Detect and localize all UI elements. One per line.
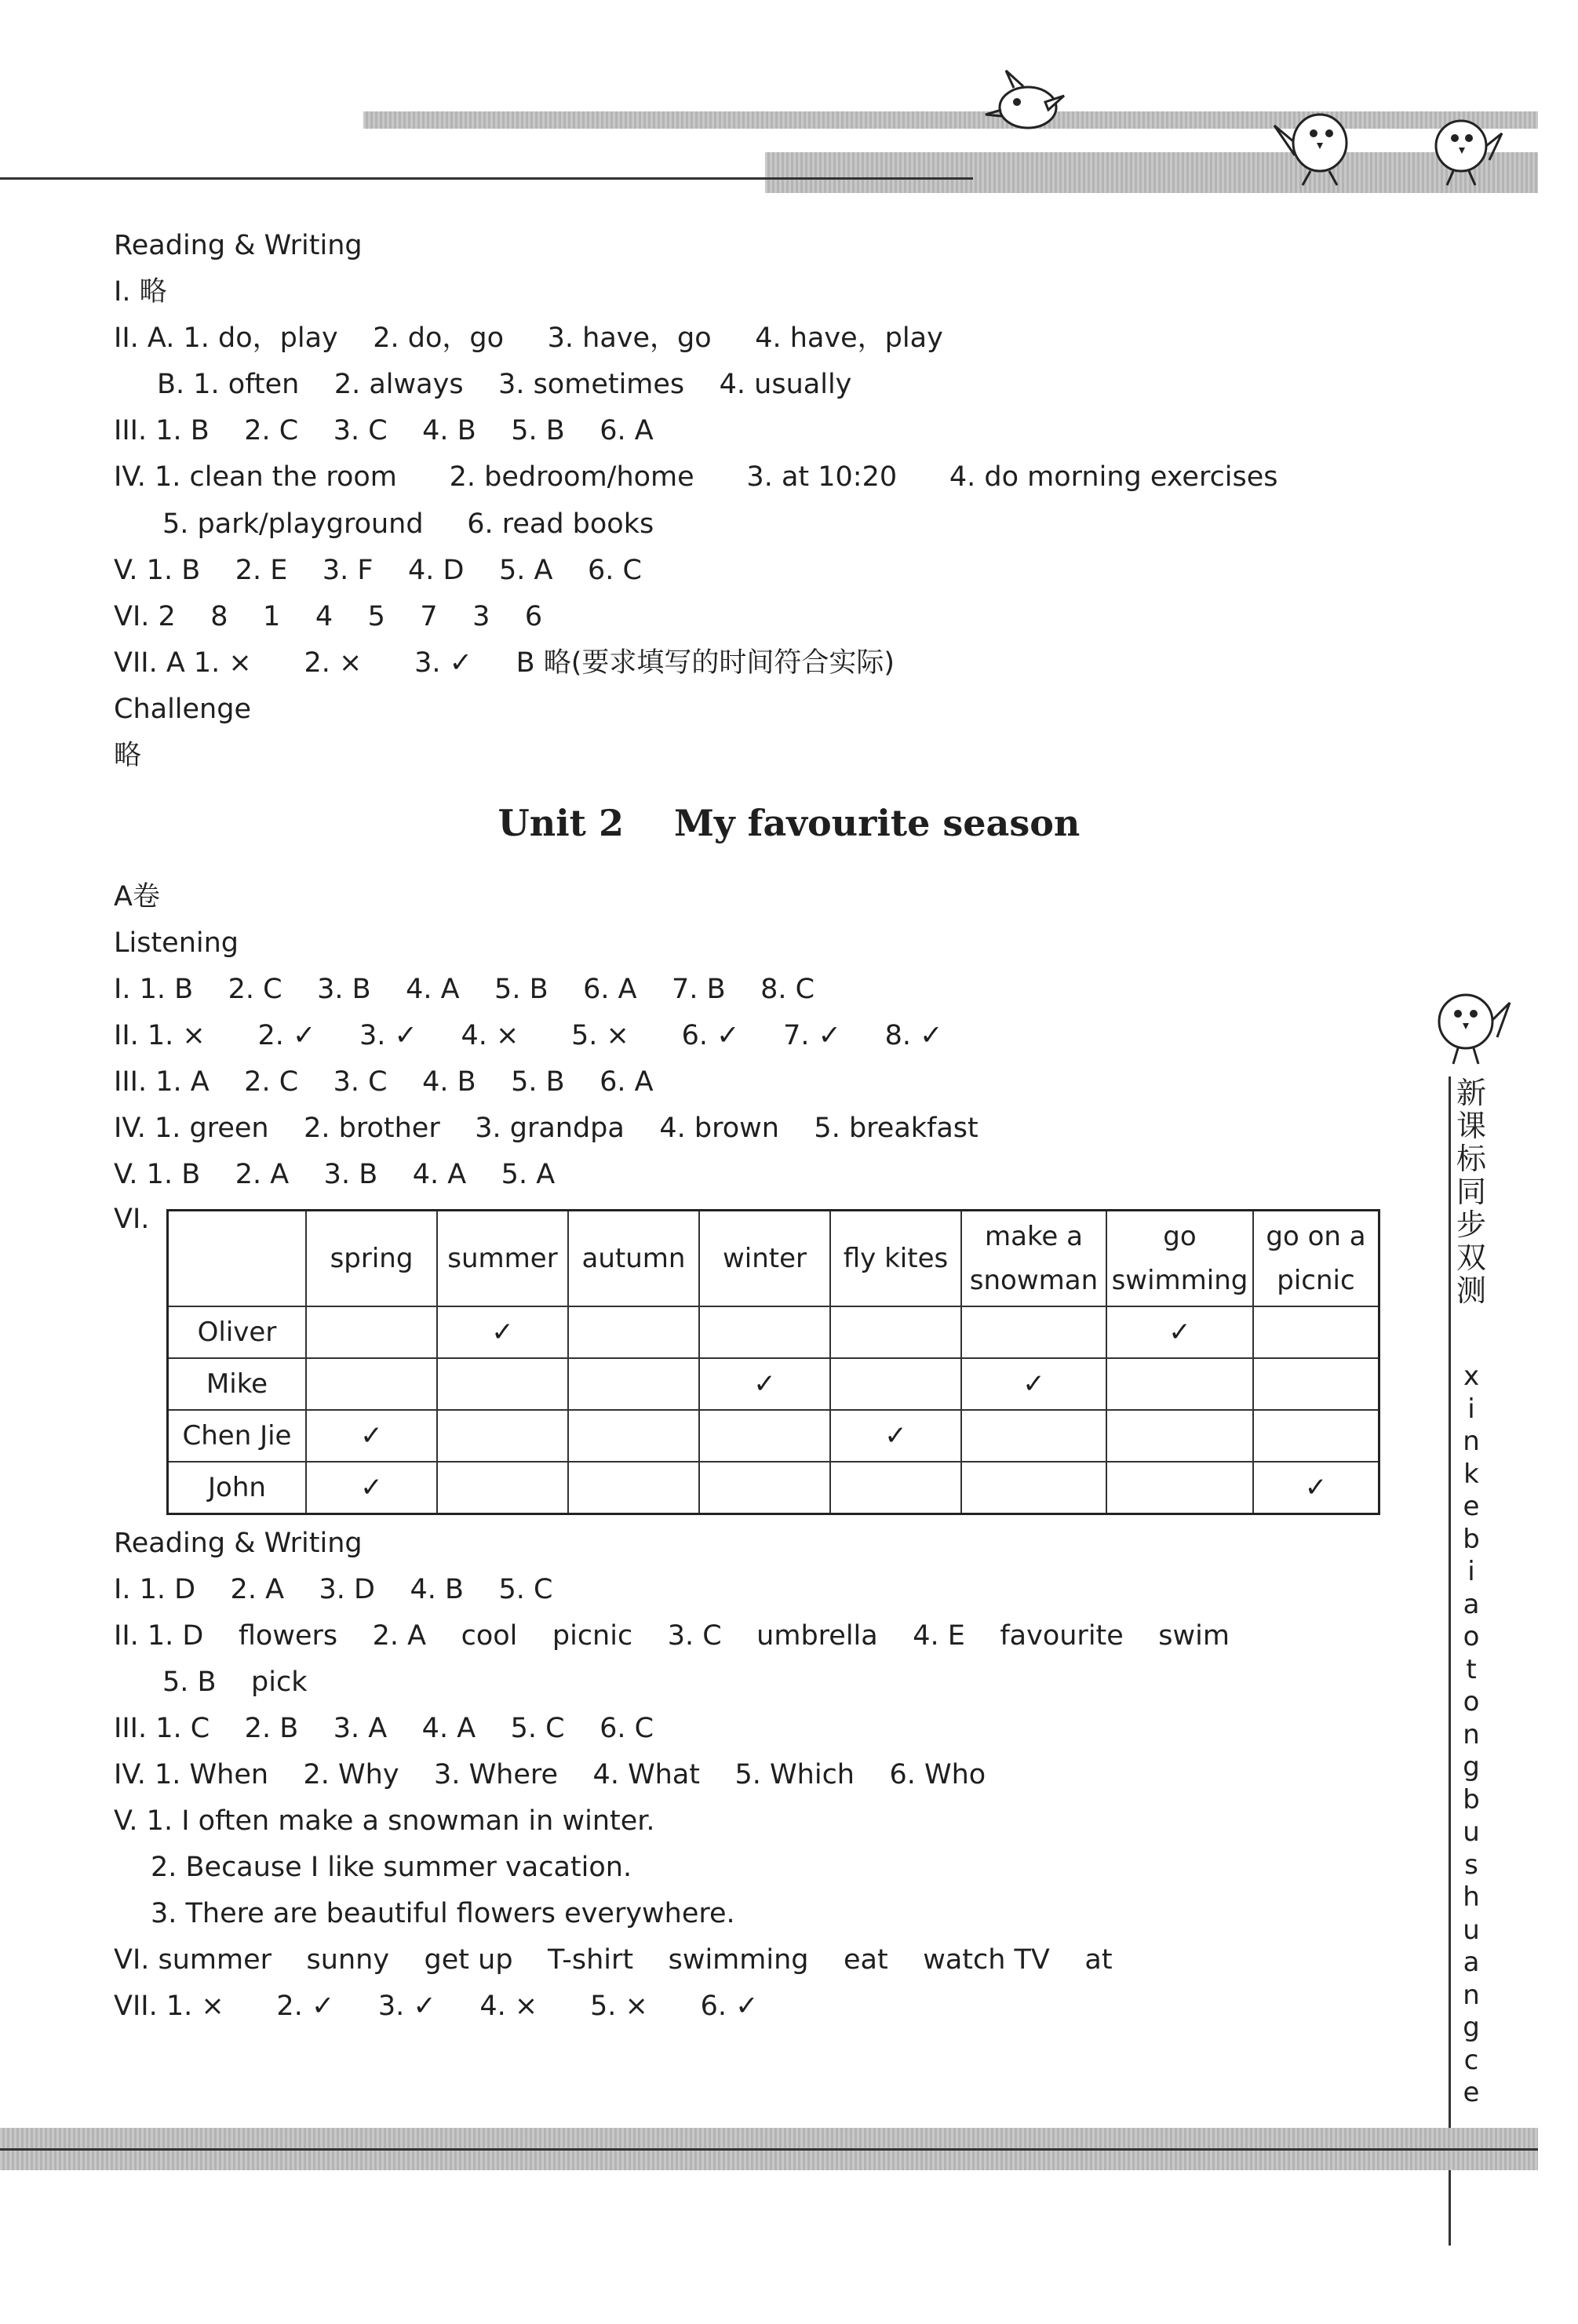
answer-line: IV. 1. When 2. Why 3. Where 4. What 5. Which 6. Who [114, 1759, 986, 1790]
table-header: fly kites [830, 1211, 961, 1307]
answer-line: V. 1. I often make a snowman in winter. [114, 1805, 655, 1837]
table-header: autumn [568, 1211, 699, 1307]
side-vertical-rule [1449, 1076, 1451, 2246]
row-name: John [168, 1462, 307, 1514]
answer-line: III. 1. A 2. C 3. C 4. B 5. B 6. A [114, 1066, 654, 1098]
unit-title: Unit 2 My favourite season [497, 802, 1081, 844]
section-heading: Reading & Writing [114, 230, 363, 261]
check-cell: ✓ [306, 1410, 437, 1462]
check-cell [306, 1306, 437, 1358]
table-header: summer [437, 1211, 568, 1307]
table-header: go swimming [1106, 1211, 1253, 1307]
check-cell [568, 1306, 699, 1358]
check-cell [1106, 1410, 1253, 1462]
check-cell [568, 1358, 699, 1410]
table-header: go on a picnic [1253, 1211, 1379, 1307]
section-heading: Challenge [114, 694, 251, 725]
answer-line: III. 1. C 2. B 3. A 4. A 5. C 6. C [114, 1713, 654, 1744]
check-cell [1253, 1306, 1379, 1358]
check-cell [961, 1462, 1106, 1514]
check-cell [830, 1462, 961, 1514]
check-cell [1253, 1358, 1379, 1410]
header-rule [0, 177, 973, 180]
side-pinyin: x i n k e b i a o t o n g b u s h u a n g c e [1463, 1361, 1480, 2108]
answer-line: IV. 1. clean the room 2. bedroom/home 3. at 10:20 4. do morning exercises [114, 461, 1278, 493]
side-bird-icon [1422, 974, 1516, 1069]
check-cell [568, 1462, 699, 1514]
row-name: Chen Jie [168, 1410, 307, 1462]
answer-line: 5. park/playground 6. read books [162, 508, 654, 540]
check-cell: ✓ [437, 1306, 568, 1358]
answer-line: III. 1. B 2. C 3. C 4. B 5. B 6. A [114, 415, 654, 446]
table-row [168, 1358, 1379, 1410]
check-cell [699, 1306, 830, 1358]
check-cell [830, 1306, 961, 1358]
check-cell [1106, 1358, 1253, 1410]
check-cell: ✓ [1253, 1462, 1379, 1514]
check-cell [830, 1358, 961, 1410]
answer-line: I. 1. D 2. A 3. D 4. B 5. C [114, 1574, 553, 1605]
answer-line: B. 1. often 2. always 3. sometimes 4. usually [157, 369, 852, 400]
answer-line: V. 1. B 2. A 3. B 4. A 5. A [114, 1159, 556, 1190]
answer-line: I. 略 [114, 276, 167, 308]
table-header-row [168, 1211, 1379, 1307]
section-heading: Listening [114, 927, 239, 959]
answer-line: II. A. 1. do，play 2. do，go 3. have，go 4. have，play [114, 322, 943, 354]
answer-line: VII. A 1. × 2. × 3. ✓ B 略(要求填写的时间符合实际) [114, 647, 895, 679]
bird-standing-icon [1271, 94, 1365, 188]
table-corner-cell [168, 1211, 307, 1307]
answer-line: 3. There are beautiful flowers everywhere. [151, 1898, 735, 1929]
answer-line: 2. Because I like summer vacation. [151, 1852, 632, 1883]
row-name: Mike [168, 1358, 307, 1410]
check-cell [568, 1410, 699, 1462]
table-row [168, 1462, 1379, 1514]
answer-line: I. 1. B 2. C 3. B 4. A 5. B 6. A 7. B 8. C [114, 974, 815, 1005]
check-cell: ✓ [961, 1358, 1106, 1410]
check-cell [306, 1358, 437, 1410]
check-cell [699, 1410, 830, 1462]
check-cell [1106, 1462, 1253, 1514]
side-chinese-title: 新 课 标 同 步 双 测 [1456, 1076, 1486, 1308]
row-name: Oliver [168, 1306, 307, 1358]
check-cell [961, 1410, 1106, 1462]
footer-rule [0, 2148, 1538, 2151]
section-heading: A卷 [114, 881, 160, 912]
table-header: winter [699, 1211, 830, 1307]
answer-line: VI. [114, 1204, 150, 1235]
bird-flying-icon [982, 64, 1077, 137]
answer-line: 略 [114, 740, 142, 771]
check-cell [437, 1410, 568, 1462]
section-heading: Reading & Writing [114, 1528, 363, 1559]
check-cell [961, 1306, 1106, 1358]
table-header: make a snowman [961, 1211, 1106, 1307]
answer-line: VII. 1. × 2. ✓ 3. ✓ 4. × 5. × 6. ✓ [114, 1991, 759, 2022]
check-cell: ✓ [1106, 1306, 1253, 1358]
answer-line: II. 1. × 2. ✓ 3. ✓ 4. × 5. × 6. ✓ 7. ✓ 8. ✓ [114, 1020, 943, 1051]
check-cell: ✓ [306, 1462, 437, 1514]
check-cell [437, 1462, 568, 1514]
table-header: spring [306, 1211, 437, 1307]
table-row [168, 1306, 1379, 1358]
answer-line: V. 1. B 2. E 3. F 4. D 5. A 6. C [114, 555, 642, 586]
answer-line: 5. B pick [162, 1667, 308, 1698]
answer-line: VI. 2 8 1 4 5 7 3 6 [114, 601, 543, 632]
table-row [168, 1410, 1379, 1462]
answer-line: IV. 1. green 2. brother 3. grandpa 4. brown 5. breakfast [114, 1113, 979, 1144]
check-cell [1253, 1410, 1379, 1462]
answer-line: VI. summer sunny get up T-shirt swimming eat watch TV at [114, 1944, 1113, 1976]
check-cell [699, 1462, 830, 1514]
check-cell [437, 1358, 568, 1410]
activity-table [166, 1209, 1380, 1515]
bird-standing-small-icon [1419, 102, 1505, 188]
check-cell: ✓ [699, 1358, 830, 1410]
answer-line: II. 1. D flowers 2. A cool picnic 3. C umbrella 4. E favourite swim [114, 1620, 1230, 1652]
check-cell: ✓ [830, 1410, 961, 1462]
